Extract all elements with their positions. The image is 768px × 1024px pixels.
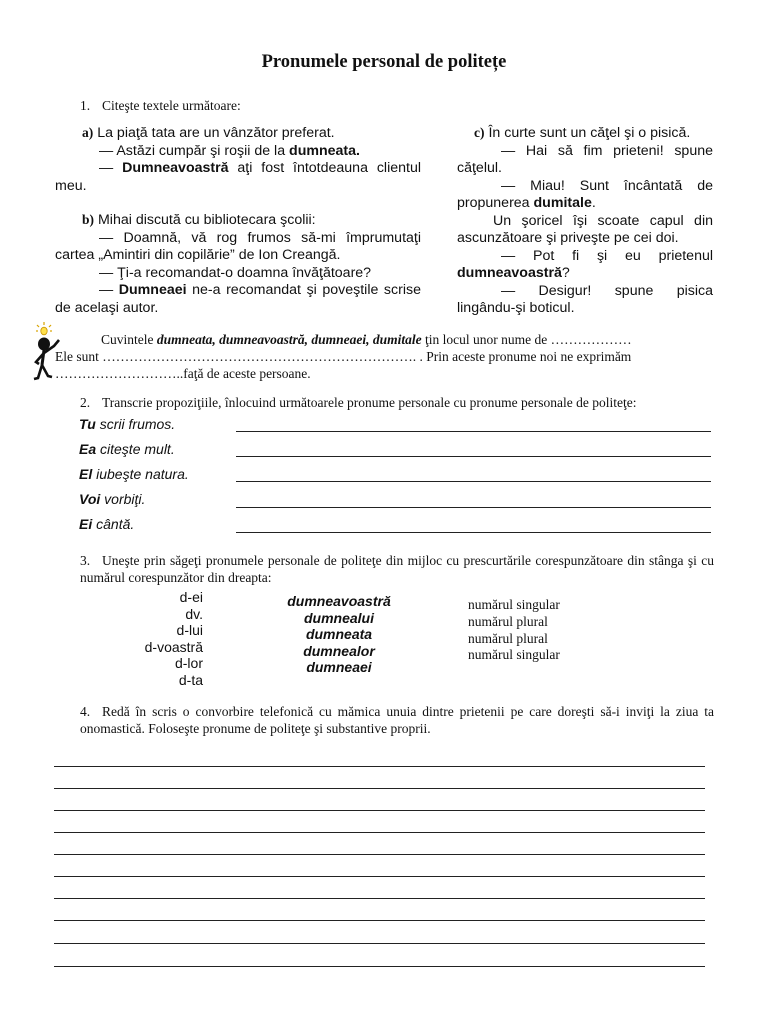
exercise-2-number: 2. [80,395,91,410]
writing-line[interactable] [54,920,705,921]
abbreviation-item: dv. [185,605,203,622]
abbreviation-item: d-ta [178,671,203,688]
polite-pronoun: Dumneavoastră [122,160,229,176]
writing-line[interactable] [54,943,705,944]
writing-line[interactable] [54,898,705,899]
abbreviation-item: d-voastră [144,638,203,655]
abbreviation-item: d-lui [176,622,203,638]
story-c [457,124,713,318]
exercise-4-instruction [80,703,714,737]
story-a-line: — Astăzi cumpăr şi roşii de la [99,142,290,159]
story-c-line: — Desigur! spune pisica lingându-şi boticul. [457,282,713,316]
story-c-line: — Miau! Sunt încântată de propunerea [457,177,713,211]
sentence-item: El iubeşte natura. [79,466,189,482]
exercise-1-instruction [80,97,241,114]
abbreviation-item: d-ei [179,589,203,605]
fill-line-3: ………………………..faţă de aceste persoane. [55,366,311,381]
story-c-label: c) [474,125,485,140]
fill-line-2: Ele sunt ……………………………………………………………. . Prin aceste pronume noi ne exprimăm [55,349,632,364]
exercise-3-instruction [80,552,714,586]
abbreviation-item: d-lor [174,655,203,671]
sentence-item: Tu scrii frumos. [79,416,176,432]
answer-line[interactable] [236,507,711,508]
writing-line[interactable] [54,766,705,767]
sentence-item: Voi vorbiţi. [79,491,146,507]
story-b-line: — Doamnă, vă rog frumos să-mi împrumutaţi cartea „Amintiri din copilărie” de Ion Creangă. [55,229,421,263]
pronoun-item: dumneaei [306,659,372,675]
exercise-4-number: 4. [80,704,91,719]
exercise-4-text: Redă în scris o convorbire telefonică cu mămica unuia dintre prietenii pe care doreşti să-i inviţi la ziua ta onomastică. Foloseşte pronume de politeţe şi substantive proprii. [80,704,714,736]
story-c-line: . [591,195,596,211]
story-a [55,124,421,195]
fill-text: Cuvintele [101,332,157,347]
answer-line[interactable] [236,456,711,457]
story-c-line: — Hai să fim prieteni! spune căţelul. [457,142,713,176]
polite-pronoun: dumitale [533,195,592,211]
polite-pronoun: dumneata. [289,142,360,159]
story-a-line: aţi fost întotdeauna clientul meu. [55,160,421,194]
exercise-1-text: Citeşte textele următoare: [102,98,241,113]
pronoun-item: dumneata [305,626,373,642]
story-b-label: b) [82,212,95,227]
exercise-3-number: 3. [80,553,91,568]
number-item: numărul singular [468,647,560,663]
writing-line[interactable] [54,832,705,833]
sentence-item: Ei cântă. [79,516,135,532]
story-b-line: Mihai discută cu bibliotecara şcolii: [97,212,316,228]
story-b [55,211,421,317]
answer-line[interactable] [236,481,711,482]
pronoun-item: dumnealui [303,609,374,626]
story-b-line: ne-a recomandat şi poveştile scrise de acelaşi autor. [55,282,421,316]
story-c-line: — Pot fi şi eu prietenul [501,247,713,264]
sentence-item: Ea citeşte mult. [79,441,175,457]
story-a-line: — [99,160,123,176]
answer-line[interactable] [236,532,711,533]
number-list [468,597,560,664]
writing-line[interactable] [54,876,705,877]
polite-pronoun-list [244,593,434,676]
pronoun-item: dumnealor [303,642,375,659]
exercise-1-number: 1. [80,98,91,113]
story-c-line: ? [561,265,570,281]
story-a-line: La piaţă tata are un vânzător preferat. [97,125,335,141]
abbreviation-list [93,589,203,688]
writing-line[interactable] [54,854,705,855]
page-title: Pronumele personal de politețe [261,52,507,72]
answer-line[interactable] [236,431,711,432]
exercise-2-text: Transcrie propoziţiile, înlocuind următoarele pronume personale cu pronume personale de politeţe: [102,395,637,410]
writing-line[interactable] [54,810,705,811]
number-item: numărul plural [468,613,548,629]
polite-pronoun: Dumneaei [118,282,187,298]
writing-line[interactable] [54,966,705,967]
story-b-line: — Ţi-a recomandat-o doamna învăţătoare? [99,264,372,281]
exercise-3-text: Uneşte prin săgeţi pronumele personale de politeţe din mijloc cu prescurtările corespunzătoare din stânga şi cu numărul corespunzător din dreapta: [80,553,714,585]
number-item: numărul plural [468,630,548,646]
fill-line-1 [101,331,721,348]
fill-pronouns: dumneata, dumneavoastră, dumneaei, dumitale [156,332,422,347]
pronoun-item: dumneavoastră [287,593,391,609]
number-item: numărul singular [468,597,560,612]
sentence-list [79,412,239,537]
writing-line[interactable] [54,788,705,789]
fill-text: ţin locul unor nume de ……………… [421,332,632,347]
polite-pronoun: dumneavoastră [457,265,562,281]
story-c-line: În curte sunt un căţel şi o pisică. [488,125,691,141]
story-c-line: Un şoricel îşi scoate capul din ascunzătoare şi priveşte pe cei doi. [457,212,713,246]
story-b-line: — [99,282,119,298]
story-a-label: a) [82,125,94,140]
exercise-2-instruction [80,394,740,411]
